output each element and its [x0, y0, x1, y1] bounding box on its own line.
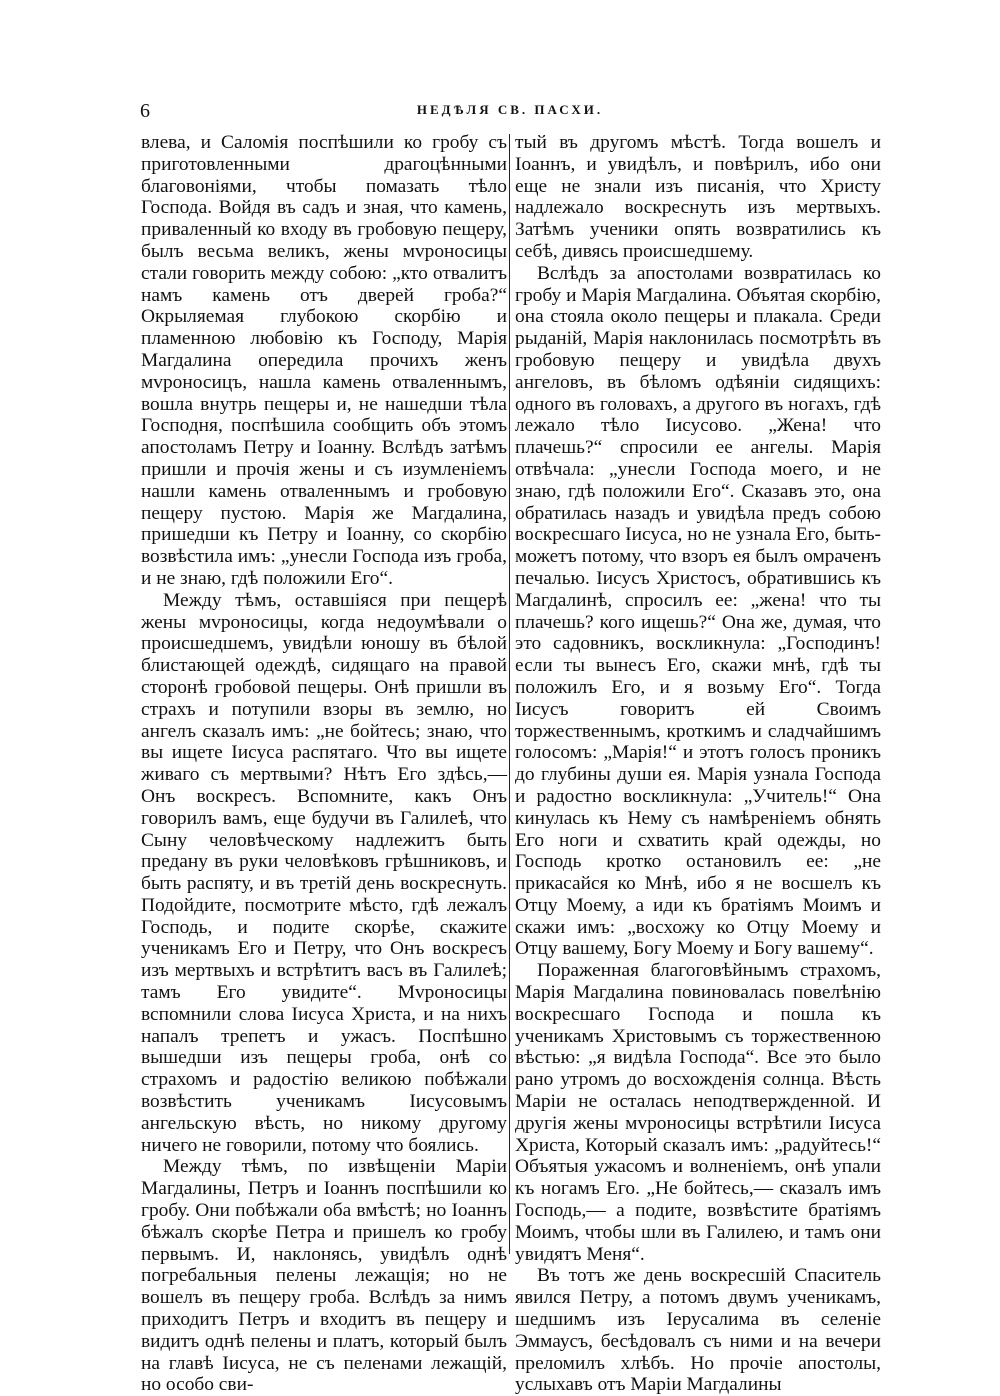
paragraph: Между тѣмъ, по извѣщеніи Маріи Магдалины, Петръ и Іоаннъ поспѣшили ко гробу. Они побѣжали оба вмѣстѣ; но Іоаннъ бѣжалъ скорѣе Петра и пришелъ ко гробу первымъ. И, наклонясь, увидѣлъ однѣ погребальныя пелены лежащія; но не вошелъ въ пещеру гроба. Вслѣдъ за нимъ приходитъ Петръ и входитъ въ пещеру и видитъ однѣ пелены и платъ, который былъ на главѣ Іисуса, не съ пеленами лежащій, но особо сви- [141, 1156, 507, 1396]
paragraph: тый въ другомъ мѣстѣ. Тогда вошелъ и Іоаннъ, и увидѣлъ, и повѣрилъ, ибо они еще не знали изъ писанія, что Христу надлежало воскреснуть изъ мертвыхъ. Затѣмъ ученики опять возвратились къ себѣ, дивясь происшедшему. [515, 132, 881, 262]
paragraph: Между тѣмъ, оставшіяся при пещерѣ жены мvроносицы, когда недоумѣвали о происшедшемъ, увидѣли юношу въ бѣлой блистающей одеждѣ, сидящаго на правой сторонѣ гробовой пещеры. Онѣ пришли въ страхъ и потупили взоры въ землю, но ангелъ сказалъ имъ: „не бойтесь; знаю, что вы ищете Іисуса распятаго. Что вы ищете живаго съ мертвыми? Нѣтъ Его здѣсь,— Онъ воскресъ. Вспомните, какъ Онъ говорилъ вамъ, еще будучи въ Галилеѣ, что Сыну человѣческому надлежитъ быть предану въ руки человѣковъ грѣшниковъ, и быть распяту, и въ третій день воскреснуть. Подойдите, посмотрите мѣсто, гдѣ лежалъ Господь, и подите скорѣе, скажите ученикамъ Его и Петру, что Онъ воскресъ изъ мертвыхъ и встрѣтитъ васъ въ Галилеѣ; тамъ Его увидите“. Мvроносицы вспомнили слова Іисуса Христа, и на нихъ напалъ трепетъ и ужасъ. Поспѣшно вышедши изъ пещеры гроба, онѣ со страхомъ и радостію великою побѣжали возвѣстить ученикамъ Іисусовымъ ангельскую вѣсть, но никому другому ничего не говорили, потому что боялись. [141, 589, 507, 1156]
page-header [140, 100, 880, 124]
running-title: НЕДѢЛЯ СВ. ПАСХИ. [416, 102, 604, 117]
paragraph: влева, и Саломія поспѣшили ко гробу съ приготовленными драгоцѣнными благовоніями, чтобы помазать тѣло Господа. Войдя въ садъ и зная, что камень, приваленный ко входу въ гробовую пещеру, былъ весьма великъ, жены мvроносицы стали говорить между собою: „кто отвалитъ намъ камень отъ дверей гроба?“ Окрыляемая глубокою скорбію и пламенною любовію къ Господу, Марія Магдалина опередила прочихъ женъ мvроносицъ, нашла камень отваленнымъ, вошла внутрь пещеры и, не нашедши тѣла Господня, поспѣшила сообщить объ этомъ апостоламъ Петру и Іоанну. Вслѣдъ затѣмъ пришли и прочія жены и съ изумленіемъ нашли камень отваленнымъ и гробовую пещеру пустою. Марія же Магдалина, пришедши къ Петру и Іоанну, со скорбію возвѣстила имъ: „унесли Господа изъ гроба, и не знаю, гдѣ положили Его“. [141, 132, 507, 589]
paragraph: Вслѣдъ за апостолами возвратилась ко гробу и Марія Магдалина. Объятая скорбію, она стояла около пещеры и плакала. Среди рыданій, Марія наклонилась посмотрѣть въ гробовую пещеру и увидѣла двухъ ангеловъ, въ бѣломъ одѣяніи сидящихъ: одного въ головахъ, а другого въ ногахъ, гдѣ лежало тѣло Іисусово. „Жена! что плачешь?“ спросили ее ангелы. Марія отвѣчала: „унесли Господа моего, и не знаю, гдѣ положили Его“. Сказавъ это, она обратилась назадъ и увидѣла предъ собою воскресшаго Іисуса, но не узнала Его, быть-можетъ потому, что взоръ ея былъ омраченъ печалью. Іисусъ Христосъ, обратившись къ Магдалинѣ, спросилъ ее: „жена! что ты плачешь? кого ищешь?“ Она же, думая, что это садовникъ, воскликнула: „Господинъ! если ты вынесъ Его, скажи мнѣ, гдѣ ты положилъ Его, и я возьму Его“. Тогда Іисусъ говоритъ ей Своимъ торжественнымъ, кроткимъ и сладчайшимъ голосомъ: „Марія!“ и этотъ голосъ проникъ до глубины души ея. Марія узнала Господа и радостно воскликнула: „Учитель!“ Она кинулась къ Нему съ намѣреніемъ обнять Его ноги и схватить край одежды, но Господь кротко остановилъ ее: „не прикасайся ко Мнѣ, ибо я не восшелъ къ Отцу Моему, а иди къ братіямъ Моимъ и скажи имъ: „восхожу ко Отцу Моему и Отцу вашему, Богу Моему и Богу вашему“. [515, 262, 881, 960]
column-divider [509, 134, 510, 1254]
right-column [515, 132, 881, 1396]
left-column [141, 132, 507, 1396]
paragraph: Пораженная благоговѣйнымъ страхомъ, Марія Магдалина повиновалась повелѣнію воскресшаго Господа и пошла къ ученикамъ Христовымъ съ торжественною вѣстью: „я видѣла Господа“. Все это было рано утромъ до восхожденія солнца. Вѣсть Маріи не осталась неподтвержденной. И другія жены мvроносицы встрѣтили Іисуса Христа, Который сказалъ имъ: „радуйтесь!“ Объятыя ужасомъ и волненіемъ, онѣ упали къ ногамъ Его. „Не бойтесь,— сказалъ имъ Господь,— а подите, возвѣстите братіямъ Моимъ, чтобы шли въ Галилею, и тамъ они увидятъ Меня“. [515, 960, 881, 1265]
page-number: 6 [140, 100, 150, 122]
paragraph: Въ тотъ же день воскресшій Спаситель явился Петру, а потомъ двумъ ученикамъ, шедшимъ изъ Іерусалима въ селеніе Эммаусъ, бесѣдовалъ съ ними и на вечери преломилъ хлѣбъ. Но прочіе апостолы, услыхавъ отъ Маріи Магдалины [515, 1265, 881, 1396]
